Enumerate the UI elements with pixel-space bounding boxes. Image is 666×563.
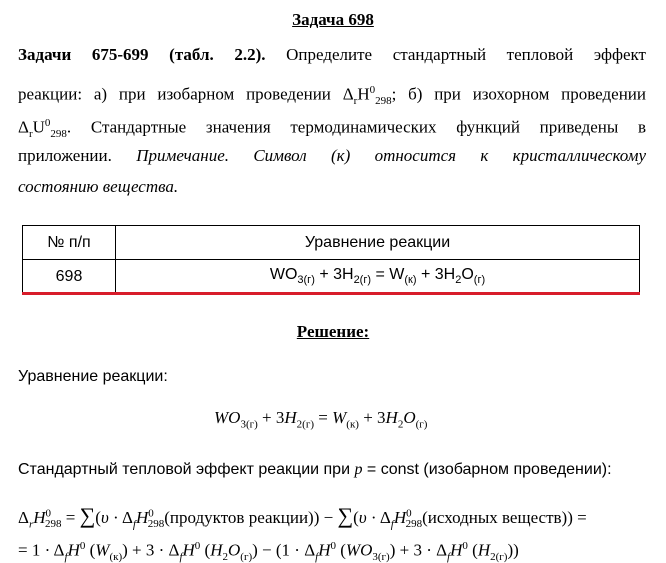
problem-line-3: $\Delta_rU^0_{298}$. Стандартные значения термодинамических функций приведены в xyxy=(18,117,646,141)
problem-line-4 xyxy=(18,141,646,171)
reaction-label: Уравнение реакции: xyxy=(18,368,168,385)
problem-line-1 xyxy=(18,40,646,70)
table-row xyxy=(23,260,640,294)
reaction-formula: $WO_{3(г)} + 3H_{2(г)} = W_{(к)} + 3H_2O_{(г)}$ xyxy=(214,408,428,431)
problem-line-4-text: приложении. xyxy=(18,146,137,165)
enthalpy-formula-cont: = $1 \cdot \Delta_fH^0$ $(W_{(к)}) + 3 \cdot \Delta_fH^0$ $(H_2O_{(г)}) - (1 \cdot \Delta_fH^0$ $(WO_{3(г)}) + 3 \cdot \Delta_fH^0$ $(H_{2(г)})$) xyxy=(18,540,519,563)
table-underline xyxy=(22,292,640,295)
std-effect-text: Стандартный тепловой эффект реакции при p = const (изобарном проведении): xyxy=(18,461,612,478)
table-cell-num: 698 xyxy=(23,260,116,294)
enthalpy-formula: $\Delta_rH^0_{298} = \sum(\upsilon$ · $\Delta_fH^0_{298}(продуктов$ реакции)) − $\sum(\upsilon \cdot \Delta_fH^0_{298}(исходных$ веществ)) = xyxy=(18,503,587,531)
solution-heading: Решение: xyxy=(296,322,370,341)
problem-note: Примечание. Символ (к) относится к кристаллическому xyxy=(136,146,646,165)
formula-products: (продуктов реакции) xyxy=(164,508,314,527)
problem-line-2-tail: ; б) при изохорном проведении xyxy=(391,84,646,104)
formula-reactants: (исходных веществ) xyxy=(422,508,568,527)
problem-line-2-text: реакции: а) при изобарном проведении Δ xyxy=(18,84,354,104)
problem-line-2: реакции: а) при изобарном проведении $\Delta_rH^0_{298}$; б) при изохорном проведении xyxy=(18,84,646,108)
reaction-table xyxy=(22,225,640,294)
table-cell-equation: $WO_{3(г)} + 3H_{2(г)} = W_{(к)} + 3H_2O_{(г)}$ xyxy=(116,260,640,294)
table-header-row xyxy=(23,226,640,260)
problem-lead: Задачи 675-699 (табл. 2.2). xyxy=(18,45,266,64)
problem-line-3-tail: . Стандартные значения термодинамических функций приведены в xyxy=(66,117,646,137)
problem-line-1-text: Определите стандартный тепловой эффект xyxy=(265,45,646,64)
table-header-num: № п/п xyxy=(23,226,116,260)
problem-line-5: состоянию вещества. xyxy=(18,177,179,196)
table-header-equation: Уравнение реакции xyxy=(116,226,640,260)
task-title: Задача 698 xyxy=(292,10,374,29)
